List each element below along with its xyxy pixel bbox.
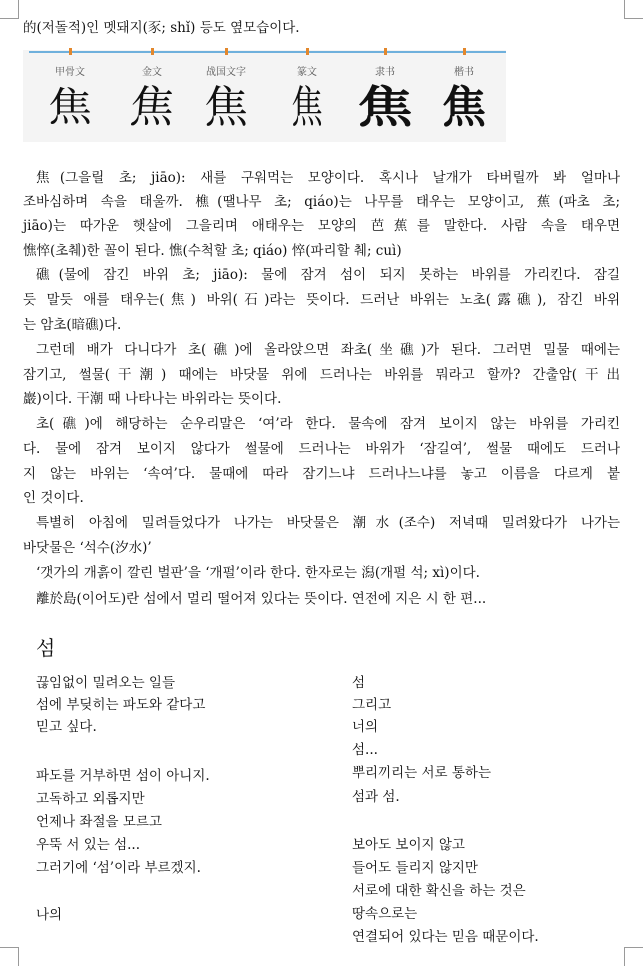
poem-line-right: 서로에 대한 확신을 하는 것은 xyxy=(352,883,526,899)
body-line: 憔悴(초췌)한 꼴이 된다. 憔(수척할 초; qiáo) 悴(파리할 췌; cuì) xyxy=(23,243,402,259)
poem-line-left: 끊임없이 밀려오는 일들 xyxy=(36,675,175,691)
poem-line-right: 뿌리끼리는 서로 통하는 xyxy=(352,765,491,781)
timeline-tick xyxy=(151,48,154,55)
body-line: 듯 말듯 애를 태우는(焦) 바위(石)라는 뜻이다. 드러난 바위는 노초(露礁), 잠긴 바위 xyxy=(23,292,620,308)
body-line: 바닷물은 ‘석수(汐水)’ xyxy=(23,540,152,556)
poem-line-left: 고독하고 외롭지만 xyxy=(36,791,145,807)
bronze-glyph: 焦 xyxy=(127,82,177,133)
poem-line-left: 파도를 거부하면 섬이 아니지. xyxy=(36,768,210,784)
poem-line-right: 연결되어 있다는 믿음 때문이다. xyxy=(352,929,539,945)
timeline-tick xyxy=(69,48,72,55)
poem-line-right: 보아도 보이지 않고 xyxy=(352,837,465,853)
poem-line-right: 너의 xyxy=(352,719,379,735)
body-line: 礁(물에 잠긴 바위 초; jiāo): 물에 잠겨 섬이 되지 못하는 바위를 가리킨다. 잠길 xyxy=(36,267,620,283)
body-line: 焦(그을릴 초; jiāo): 새를 구워먹는 모양이다. 혹시나 날개가 타버릴까 봐 얼마나 xyxy=(36,170,620,186)
poem-line-left: 그러기에 ‘섬’이라 부르겠지. xyxy=(36,860,201,876)
poem-line-left: 섬에 부딪히는 파도와 같다고 xyxy=(36,697,206,713)
poem-line-right: 들어도 들리지 않지만 xyxy=(352,860,478,876)
script-label-oracle-bone: 甲骨文 xyxy=(55,67,85,78)
timeline-tick xyxy=(306,48,309,55)
poem-title: 섬 xyxy=(36,636,56,660)
body-line: 지 않는 바위는 ‘속여’다. 물때에 따라 잠기느냐 드러나느냐를 놓고 이름을 다르게 붙 xyxy=(23,466,620,482)
script-label-seal: 篆文 xyxy=(297,67,317,78)
body-line: 그런데 배가 다니다가 초(礁)에 올라앉으면 좌초(坐礁)가 된다. 그러면 밀물 때에는 xyxy=(36,342,620,358)
intro-line: 的(저돌적)인 멧돼지(豕; shǐ) 등도 옆모습이다. xyxy=(23,20,300,36)
poem-line-left: 믿고 싶다. xyxy=(36,719,97,735)
script-evolution-figure xyxy=(23,50,506,142)
body-line: 는 암초(暗礁)다. xyxy=(23,317,122,333)
regular-glyph: 焦 xyxy=(442,82,486,133)
warring-states-glyph: 焦 xyxy=(204,82,248,133)
poem-line-right: 땅속으로는 xyxy=(352,906,418,922)
body-line: 특별히 아침에 밀려들었다가 나가는 바닷물은 潮水(조수) 저녁때 밀려왔다가 나가는 xyxy=(36,515,620,531)
body-line: 초(礁)에 해당하는 순우리말은 ‘여’라 한다. 물속에 잠겨 보이지 않는 바위를 가리킨 xyxy=(36,416,620,432)
poem-line-right: 섬 xyxy=(352,675,366,691)
crop-mark-bottom-right xyxy=(624,947,643,966)
crop-mark-bottom-left xyxy=(0,947,19,966)
body-line: 인 것이다. xyxy=(23,490,84,506)
body-line: 잠기고, 썰물(干潮) 때에는 바닷물 위에 드러나는 바위를 뭐라고 할까? 간출암(干出 xyxy=(23,367,620,383)
clerical-glyph: 焦 xyxy=(357,82,413,133)
poem-line-left: 언제나 좌절을 모르고 xyxy=(36,814,162,830)
crop-mark-top-right xyxy=(624,0,643,19)
body-line: jiāo)는 따가운 햇살에 그을리며 애태우는 모양의 芭蕉를 말한다. 사람 속을 태우면 xyxy=(23,218,620,234)
timeline-tick xyxy=(384,48,387,55)
body-line: 離於島(이어도)란 섬에서 멀리 떨어져 있다는 뜻이다. 연전에 지은 시 한 편... xyxy=(36,591,487,607)
crop-mark-top-left xyxy=(0,0,19,19)
timeline-rule xyxy=(29,51,506,53)
body-line: 巖)이다. 干潮 때 나타나는 바위라는 뜻이다. xyxy=(23,391,282,407)
script-label-warring-states: 战国文字 xyxy=(206,67,246,78)
body-line: 조바심하며 속을 태울까. 樵(땔나무 초; qiáo)는 나무를 태우는 모양이고, 蕉(파초 초; xyxy=(23,194,620,210)
poem-line-left: 우뚝 서 있는 섬... xyxy=(36,837,140,853)
script-label-clerical: 隶书 xyxy=(375,67,395,78)
oracle-bone-glyph: 焦 xyxy=(48,84,92,131)
timeline-tick xyxy=(225,48,228,55)
script-label-bronze: 金文 xyxy=(142,67,162,78)
body-line: 다. 물에 잠겨 보이지 않다가 썰물에 드러나는 바위가 ‘잠길여’, 썰물 때에도 드러나 xyxy=(23,441,620,457)
poem-line-right: 섬... xyxy=(352,742,378,758)
poem-line-right: 그리고 xyxy=(352,697,392,713)
body-line: ‘갯가의 개흙이 깔린 벌판’을 ‘개펄’이라 한다. 한자로는 潟(개펄 석; xì)이다. xyxy=(36,565,480,581)
poem-line-left: 나의 xyxy=(36,907,63,923)
script-label-regular: 楷书 xyxy=(454,67,474,78)
timeline-tick xyxy=(463,48,466,55)
seal-glyph: 焦 xyxy=(291,82,323,133)
poem-line-right: 섬과 섬. xyxy=(352,789,400,805)
